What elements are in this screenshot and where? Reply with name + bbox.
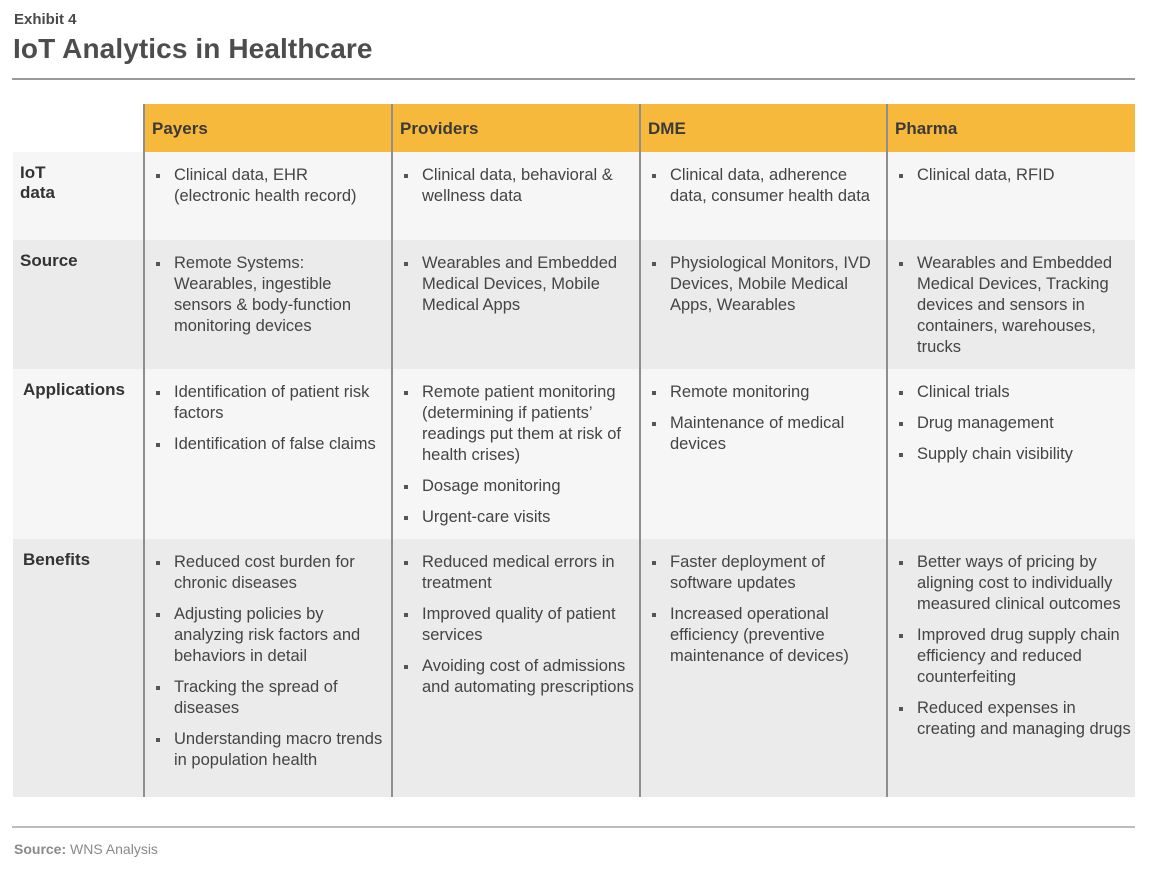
bullet-list: [650, 253, 883, 316]
table-cell: [402, 382, 636, 538]
list-item: Clinical trials: [897, 382, 1131, 403]
table-cell: [897, 552, 1131, 750]
list-item: Dosage monitoring: [402, 476, 636, 497]
list-item: Understanding macro trends in population health: [154, 729, 388, 771]
bullet-list: [650, 165, 883, 207]
page-title: IoT Analytics in Healthcare: [13, 33, 373, 64]
list-item: Identification of patient risk factors: [154, 382, 388, 424]
source-text: WNS Analysis: [70, 841, 158, 857]
table-cell: [897, 165, 1131, 196]
list-item: Improved drug supply chain efficiency and reduced counterfeiting: [897, 625, 1131, 688]
bullet-list: [650, 552, 883, 667]
table-cell: [650, 253, 883, 326]
list-item: Clinical data, EHR (electronic health record): [154, 165, 388, 207]
list-item: Faster deployment of software updates: [650, 552, 883, 594]
exhibit-label: Exhibit 4: [14, 11, 77, 28]
list-item: Wearables and Embedded Medical Devices, Mobile Medical Apps: [402, 253, 636, 316]
bullet-list: [154, 382, 388, 455]
source-label: Source:: [14, 841, 67, 857]
column-divider: [639, 104, 641, 797]
list-item: Better ways of pricing by aligning cost to individually measured clinical outcomes: [897, 552, 1131, 615]
row-label: Source: [20, 251, 78, 270]
table-cell: [650, 165, 883, 217]
list-item: Drug management: [897, 413, 1131, 434]
list-item: Improved quality of patient services: [402, 604, 636, 646]
table-cell: [154, 253, 388, 347]
list-item: Clinical data, adherence data, consumer health data: [650, 165, 883, 207]
bullet-list: [154, 253, 388, 337]
column-header: Providers: [400, 119, 479, 138]
table-cell: [897, 382, 1131, 475]
list-item: Avoiding cost of admissions and automating prescriptions: [402, 656, 636, 698]
column-header: Payers: [152, 119, 208, 138]
table-cell: [650, 382, 883, 465]
bullet-list: [154, 165, 388, 207]
list-item: Wearables and Embedded Medical Devices, Tracking devices and sensors in containers, warehouses, trucks: [897, 253, 1131, 358]
table-cell: [402, 165, 636, 217]
column-divider: [143, 104, 145, 797]
list-item: Maintenance of medical devices: [650, 413, 883, 455]
list-item: Remote patient monitoring (determining if patients’ readings put them at risk of health crises): [402, 382, 636, 466]
list-item: Tracking the spread of diseases: [154, 677, 388, 719]
column-header: Pharma: [895, 119, 958, 138]
list-item: Physiological Monitors, IVD Devices, Mobile Medical Apps, Wearables: [650, 253, 883, 316]
bullet-list: [402, 165, 636, 207]
list-item: Identification of false claims: [154, 434, 388, 455]
bullet-list: [154, 552, 388, 771]
bullet-list: [897, 253, 1131, 358]
table-cell: [154, 382, 388, 465]
list-item: Remote Systems: Wearables, ingestible sensors & body-function monitoring devices: [154, 253, 388, 337]
bullet-list: [402, 382, 636, 528]
list-item: Clinical data, behavioral & wellness data: [402, 165, 636, 207]
bullet-list: [402, 552, 636, 698]
column-divider: [391, 104, 393, 797]
list-item: Supply chain visibility: [897, 444, 1131, 465]
table-cell: [402, 552, 636, 708]
bullet-list: [897, 165, 1131, 186]
table-cell: [897, 253, 1131, 368]
list-item: Clinical data, RFID: [897, 165, 1131, 186]
table-cell: [154, 165, 388, 217]
table-cell: [154, 552, 388, 781]
row-label: IoT data: [20, 163, 55, 202]
bullet-list: [650, 382, 883, 455]
source-note: [14, 841, 158, 857]
bullet-list: [897, 382, 1131, 465]
table-cell: [650, 552, 883, 677]
list-item: Reduced medical errors in treatment: [402, 552, 636, 594]
list-item: Urgent-care visits: [402, 507, 636, 528]
footer-divider: [12, 826, 1135, 828]
bullet-list: [402, 253, 636, 316]
bullet-list: [897, 552, 1131, 740]
column-header: DME: [648, 119, 686, 138]
title-divider: [12, 78, 1135, 80]
row-label: Benefits: [23, 550, 91, 569]
list-item: Adjusting policies by analyzing risk factors and behaviors in detail: [154, 604, 388, 667]
row-label: Applications: [23, 380, 126, 399]
list-item: Remote monitoring: [650, 382, 883, 403]
column-divider: [886, 104, 888, 797]
list-item: Reduced cost burden for chronic diseases: [154, 552, 388, 594]
list-item: Reduced expenses in creating and managing drugs: [897, 698, 1131, 740]
list-item: Increased operational efficiency (preventive maintenance of devices): [650, 604, 883, 667]
table-cell: [402, 253, 636, 326]
